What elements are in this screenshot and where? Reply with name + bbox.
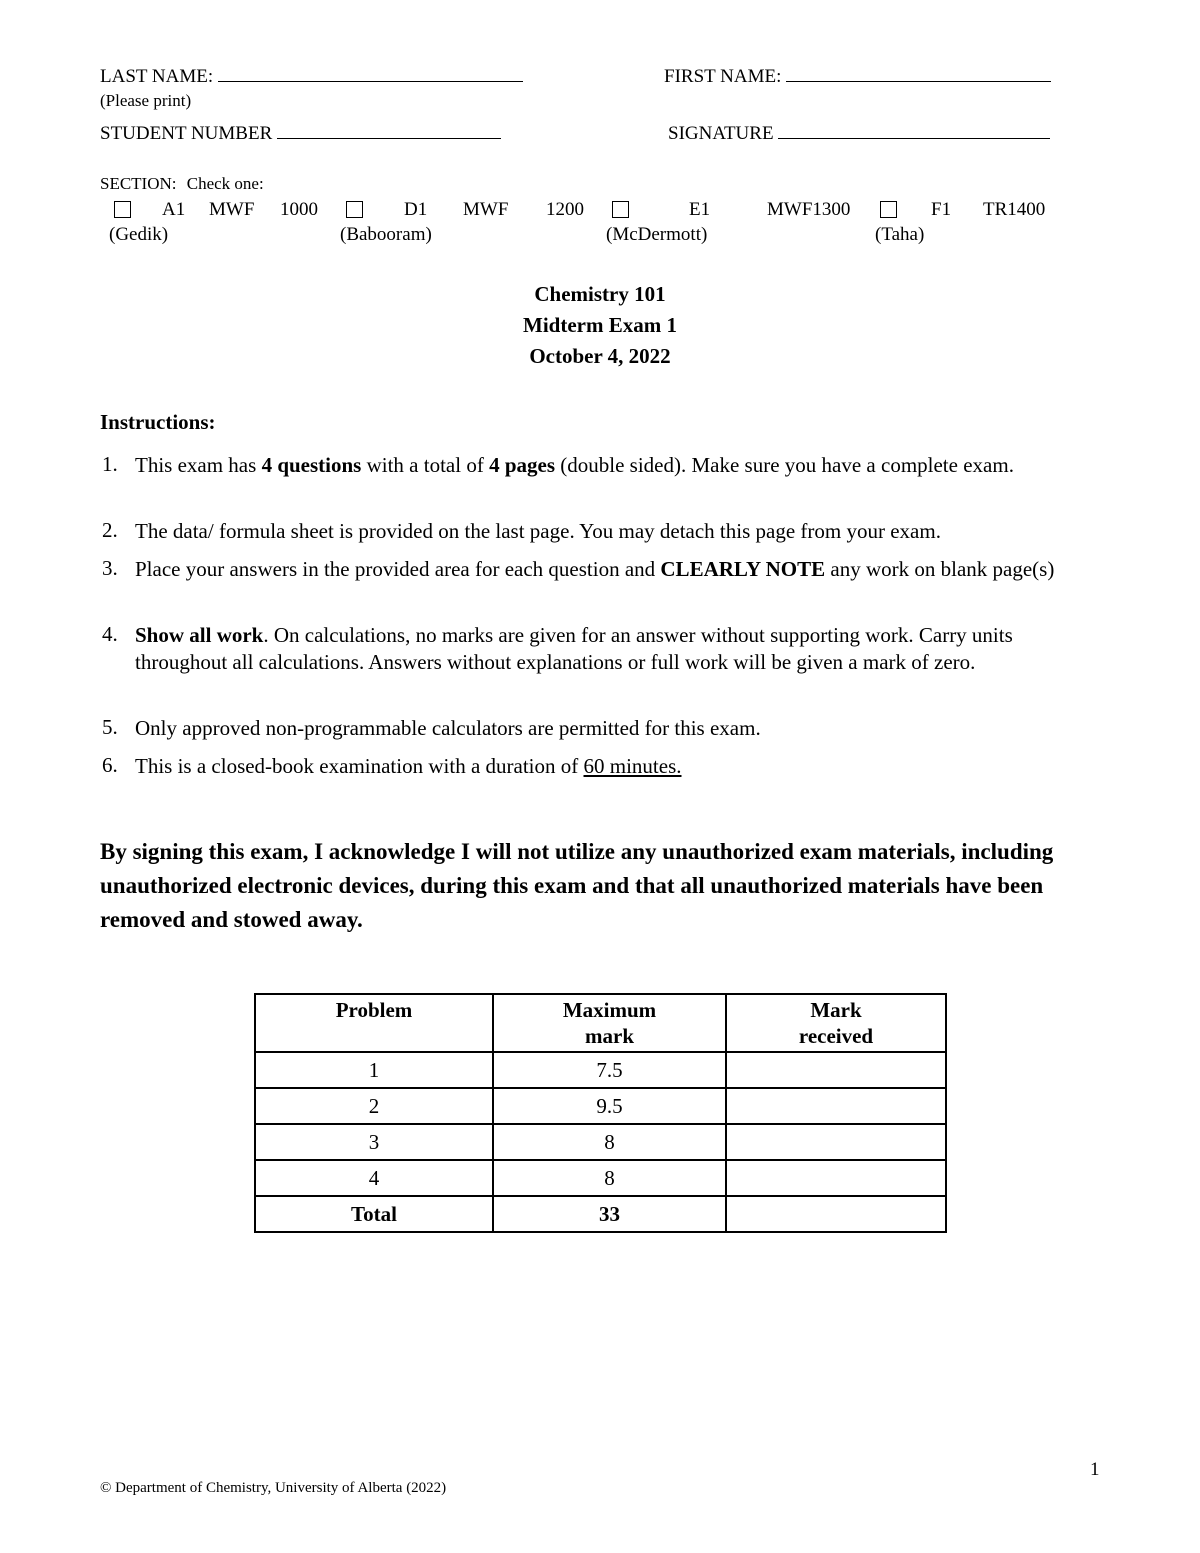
page-number: 1 xyxy=(1090,1459,1100,1480)
header-problem-label: Problem xyxy=(335,998,413,1022)
section-f1-code: F1 xyxy=(931,199,952,220)
last-name-field[interactable] xyxy=(100,66,523,88)
section-d1-days: MWF xyxy=(463,199,509,220)
student-number-field[interactable] xyxy=(100,123,501,145)
problem-cell: 3 xyxy=(255,1124,493,1160)
instruction-1-text-a: This exam has xyxy=(135,453,262,477)
instruction-6 xyxy=(135,753,1100,780)
total-row xyxy=(255,1196,946,1232)
instruction-4 xyxy=(135,622,1100,676)
section-checkbox-f1[interactable] xyxy=(880,201,897,218)
header-max-line2: mark xyxy=(585,1024,634,1048)
instructions-heading: Instructions: xyxy=(100,410,216,434)
marks-table xyxy=(254,993,947,1233)
problem-cell: 4 xyxy=(255,1160,493,1196)
section-d1-instructor: (Babooram) xyxy=(340,224,432,245)
mark-received-cell[interactable] xyxy=(726,1052,946,1088)
mark-received-cell[interactable] xyxy=(726,1088,946,1124)
mark-received-cell[interactable] xyxy=(726,1124,946,1160)
total-max-mark: 33 xyxy=(493,1196,726,1232)
section-a1-instructor: (Gedik) xyxy=(109,224,169,245)
header-max-line1: Maximum xyxy=(562,998,657,1022)
total-mark-received[interactable] xyxy=(726,1196,946,1232)
mark-received-cell[interactable] xyxy=(726,1160,946,1196)
course-title: Chemistry 101 xyxy=(534,282,666,306)
instruction-4-text-a: . On calculations, no marks are given for an answer without supporting work. Carry units throughout all calculations. Answers without explanations or full work will be given a mark of zero. xyxy=(135,623,1013,674)
first-name-field[interactable] xyxy=(664,66,1051,88)
problem-cell: 1 xyxy=(255,1052,493,1088)
acknowledgement-statement: By signing this exam, I acknowledge I will not utilize any unauthorized exam materials, including unauthorized electronic devices, during this exam and that all unauthorized materials have been removed and stowed away. xyxy=(100,839,1054,932)
last-name-label: LAST NAME: xyxy=(100,66,214,87)
instruction-3-number: 3. xyxy=(102,556,118,580)
instruction-6-number: 6. xyxy=(102,753,118,777)
instruction-1-bold-a: 4 questions xyxy=(261,453,362,477)
signature-line[interactable] xyxy=(778,123,1050,139)
section-checkbox-d1[interactable] xyxy=(346,201,363,218)
instruction-5-number: 5. xyxy=(102,715,118,739)
header-problem xyxy=(255,994,493,1052)
first-name-line[interactable] xyxy=(786,66,1051,82)
problem-cell: 2 xyxy=(255,1088,493,1124)
instruction-3 xyxy=(135,556,1100,583)
exam-date: October 4, 2022 xyxy=(529,344,671,368)
header-rec-line1: Mark xyxy=(810,998,862,1022)
max-mark-cell: 7.5 xyxy=(493,1052,726,1088)
first-name-label: FIRST NAME: xyxy=(664,66,782,87)
section-checkbox-a1[interactable] xyxy=(114,201,131,218)
section-e1-code: E1 xyxy=(689,199,711,220)
table-row xyxy=(255,1124,946,1160)
instruction-6-underline: 60 minutes. xyxy=(583,754,682,778)
instruction-1-text-c: (double sided). Make sure you have a complete exam. xyxy=(555,453,1014,477)
last-name-line[interactable] xyxy=(218,66,523,82)
signature-field[interactable] xyxy=(668,123,1050,145)
instruction-1-text-b: with a total of xyxy=(361,453,490,477)
student-number-label: STUDENT NUMBER xyxy=(100,123,273,144)
section-f1-days: TR1400 xyxy=(983,199,1046,220)
section-d1-time: 1200 xyxy=(546,199,584,220)
section-a1-days: MWF xyxy=(209,199,255,220)
section-label: SECTION: xyxy=(100,174,177,193)
total-label: Total xyxy=(255,1196,493,1232)
section-checkbox-e1[interactable] xyxy=(612,201,629,218)
instruction-6-text-a: This is a closed-book examination with a duration of xyxy=(135,754,584,778)
student-number-line[interactable] xyxy=(277,123,501,139)
instruction-1 xyxy=(135,452,1100,479)
section-d1-code: D1 xyxy=(404,199,428,220)
instruction-4-number: 4. xyxy=(102,622,118,646)
instruction-2-number: 2. xyxy=(102,518,118,542)
header-max-mark xyxy=(493,994,726,1052)
section-e1-instructor: (McDermott) xyxy=(606,224,708,245)
section-a1-time: 1000 xyxy=(280,199,318,220)
check-one-label: Check one: xyxy=(186,174,264,193)
header-mark-received xyxy=(726,994,946,1052)
max-mark-cell: 9.5 xyxy=(493,1088,726,1124)
signature-label: SIGNATURE xyxy=(668,123,774,144)
instruction-3-bold-a: CLEARLY NOTE xyxy=(660,557,826,581)
instruction-4-bold-a: Show all work xyxy=(135,623,264,647)
exam-title: Midterm Exam 1 xyxy=(523,313,677,337)
section-e1-days: MWF1300 xyxy=(767,199,851,220)
max-mark-cell: 8 xyxy=(493,1124,726,1160)
table-row xyxy=(255,1160,946,1196)
instruction-5: Only approved non-programmable calculators are permitted for this exam. xyxy=(135,716,761,740)
instruction-3-text-a: Place your answers in the provided area for each question and xyxy=(135,557,661,581)
section-a1-code: A1 xyxy=(162,199,186,220)
section-f1-instructor: (Taha) xyxy=(875,224,925,245)
max-mark-cell: 8 xyxy=(493,1160,726,1196)
table-row xyxy=(255,1088,946,1124)
instruction-1-bold-b: 4 pages xyxy=(489,453,556,477)
section-heading xyxy=(100,174,264,194)
copyright-notice: © Department of Chemistry, University of Alberta (2022) xyxy=(100,1480,447,1496)
marks-table-header xyxy=(255,994,946,1052)
table-row xyxy=(255,1052,946,1088)
please-print-note: (Please print) xyxy=(100,91,192,110)
instruction-3-text-b: any work on blank page(s) xyxy=(825,557,1055,581)
header-rec-line2: received xyxy=(798,1024,874,1048)
instruction-2: The data/ formula sheet is provided on the last page. You may detach this page from your exam. xyxy=(135,519,941,543)
instruction-1-number: 1. xyxy=(102,452,118,476)
